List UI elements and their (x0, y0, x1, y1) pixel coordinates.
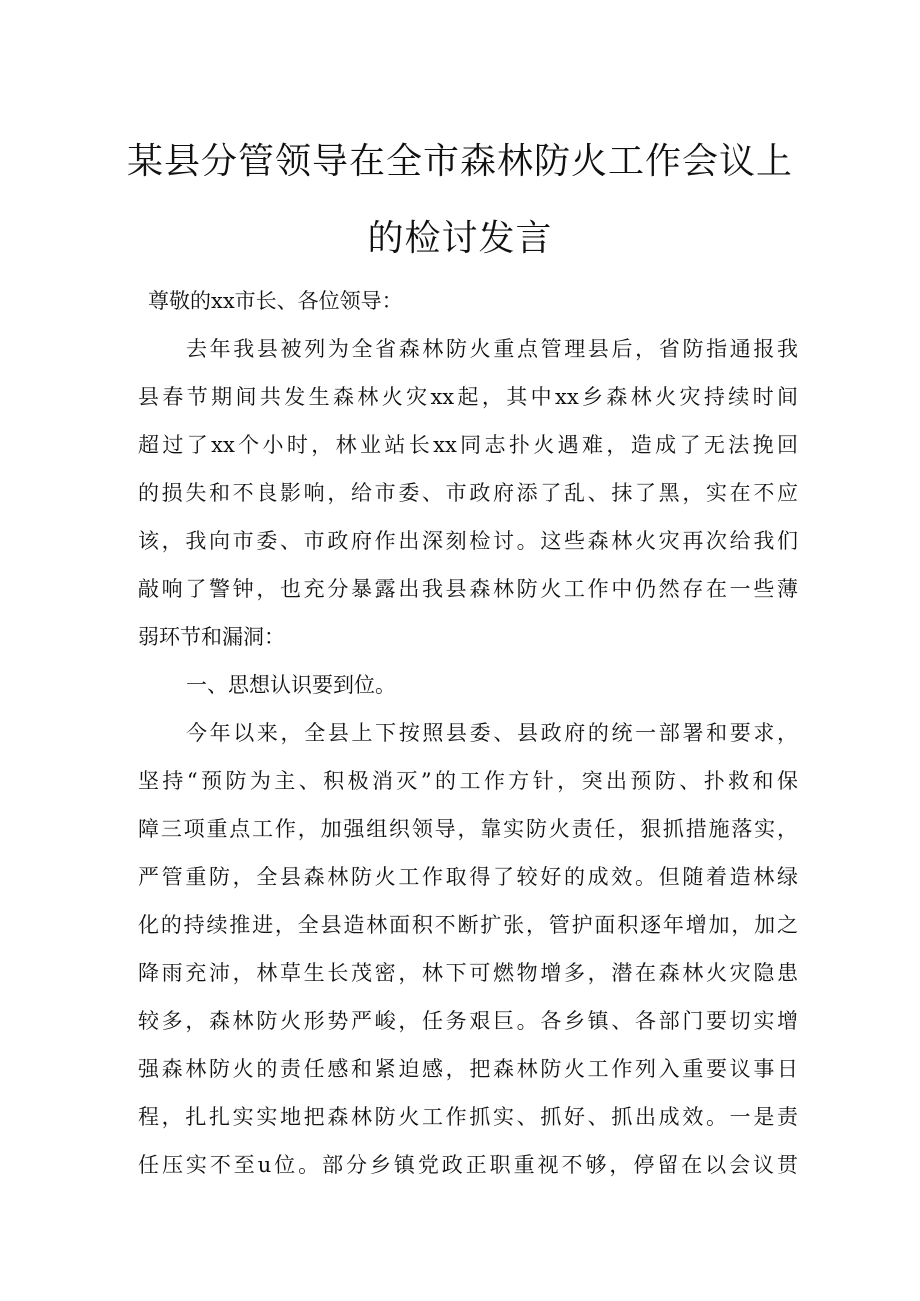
paragraph-line: 超过了xx个小时，林业站长xx同志扑火遇难，造成了无法挽回 (138, 433, 798, 457)
paragraph-line: 坚持“预防为主、积极消灭”的工作方针，突出预防、扑救和保 (138, 769, 798, 793)
paragraph-line: 强森林防火的责任感和紧迫感，把森林防火工作列入重要议事日 (138, 1057, 798, 1081)
document-title-line-1: 某县分管领导在全市森林防火工作会议上 (126, 141, 793, 182)
paragraph-line: 严管重防，全县森林防火工作取得了较好的成效。但随着造林绿 (138, 865, 798, 889)
paragraph-line: 较多，森林防火形势严峻，任务艰巨。各乡镇、各部门要切实增 (138, 1009, 798, 1033)
paragraph-line: 化的持续推进，全县造林面积不断扩张，管护面积逐年增加，加之 (138, 913, 798, 937)
paragraph-line: 县春节期间共发生森林火灾xx起，其中xx乡森林火灾持续时间 (138, 385, 798, 409)
document-title-line-2: 的检讨发言 (367, 218, 553, 259)
paragraph-line: 该，我向市委、市政府作出深刻检讨。这些森林火灾再次给我们 (138, 529, 798, 553)
paragraph-line: 障三项重点工作，加强组织领导，靠实防火责任，狠抓措施落实， (138, 817, 798, 841)
paragraph-line: 降雨充沛，林草生长茂密，林下可燃物增多，潜在森林火灾隐患 (138, 961, 798, 985)
paragraph-line: 弱环节和漏洞： (138, 625, 285, 649)
salutation: 尊敬的xx市长、各位领导： (148, 289, 403, 313)
paragraph-line: 去年我县被列为全省森林防火重点管理县后，省防指通报我 (186, 337, 798, 361)
paragraph-line: 的损失和不良影响，给市委、市政府添了乱、抹了黑，实在不应 (138, 481, 798, 505)
paragraph-line: 今年以来，全县上下按照县委、县政府的统一部署和要求， (186, 721, 798, 745)
paragraph-line: 敲响了警钟，也充分暴露出我县森林防火工作中仍然存在一些薄 (138, 577, 798, 601)
section-heading: 一、思想认识要到位。 (186, 673, 396, 697)
paragraph-line: 任压实不至u位。部分乡镇党政正职重视不够，停留在以会议贯 (138, 1153, 798, 1177)
paragraph-line: 程，扎扎实实地把森林防火工作抓实、抓好、抓出成效。一是责 (138, 1105, 798, 1129)
